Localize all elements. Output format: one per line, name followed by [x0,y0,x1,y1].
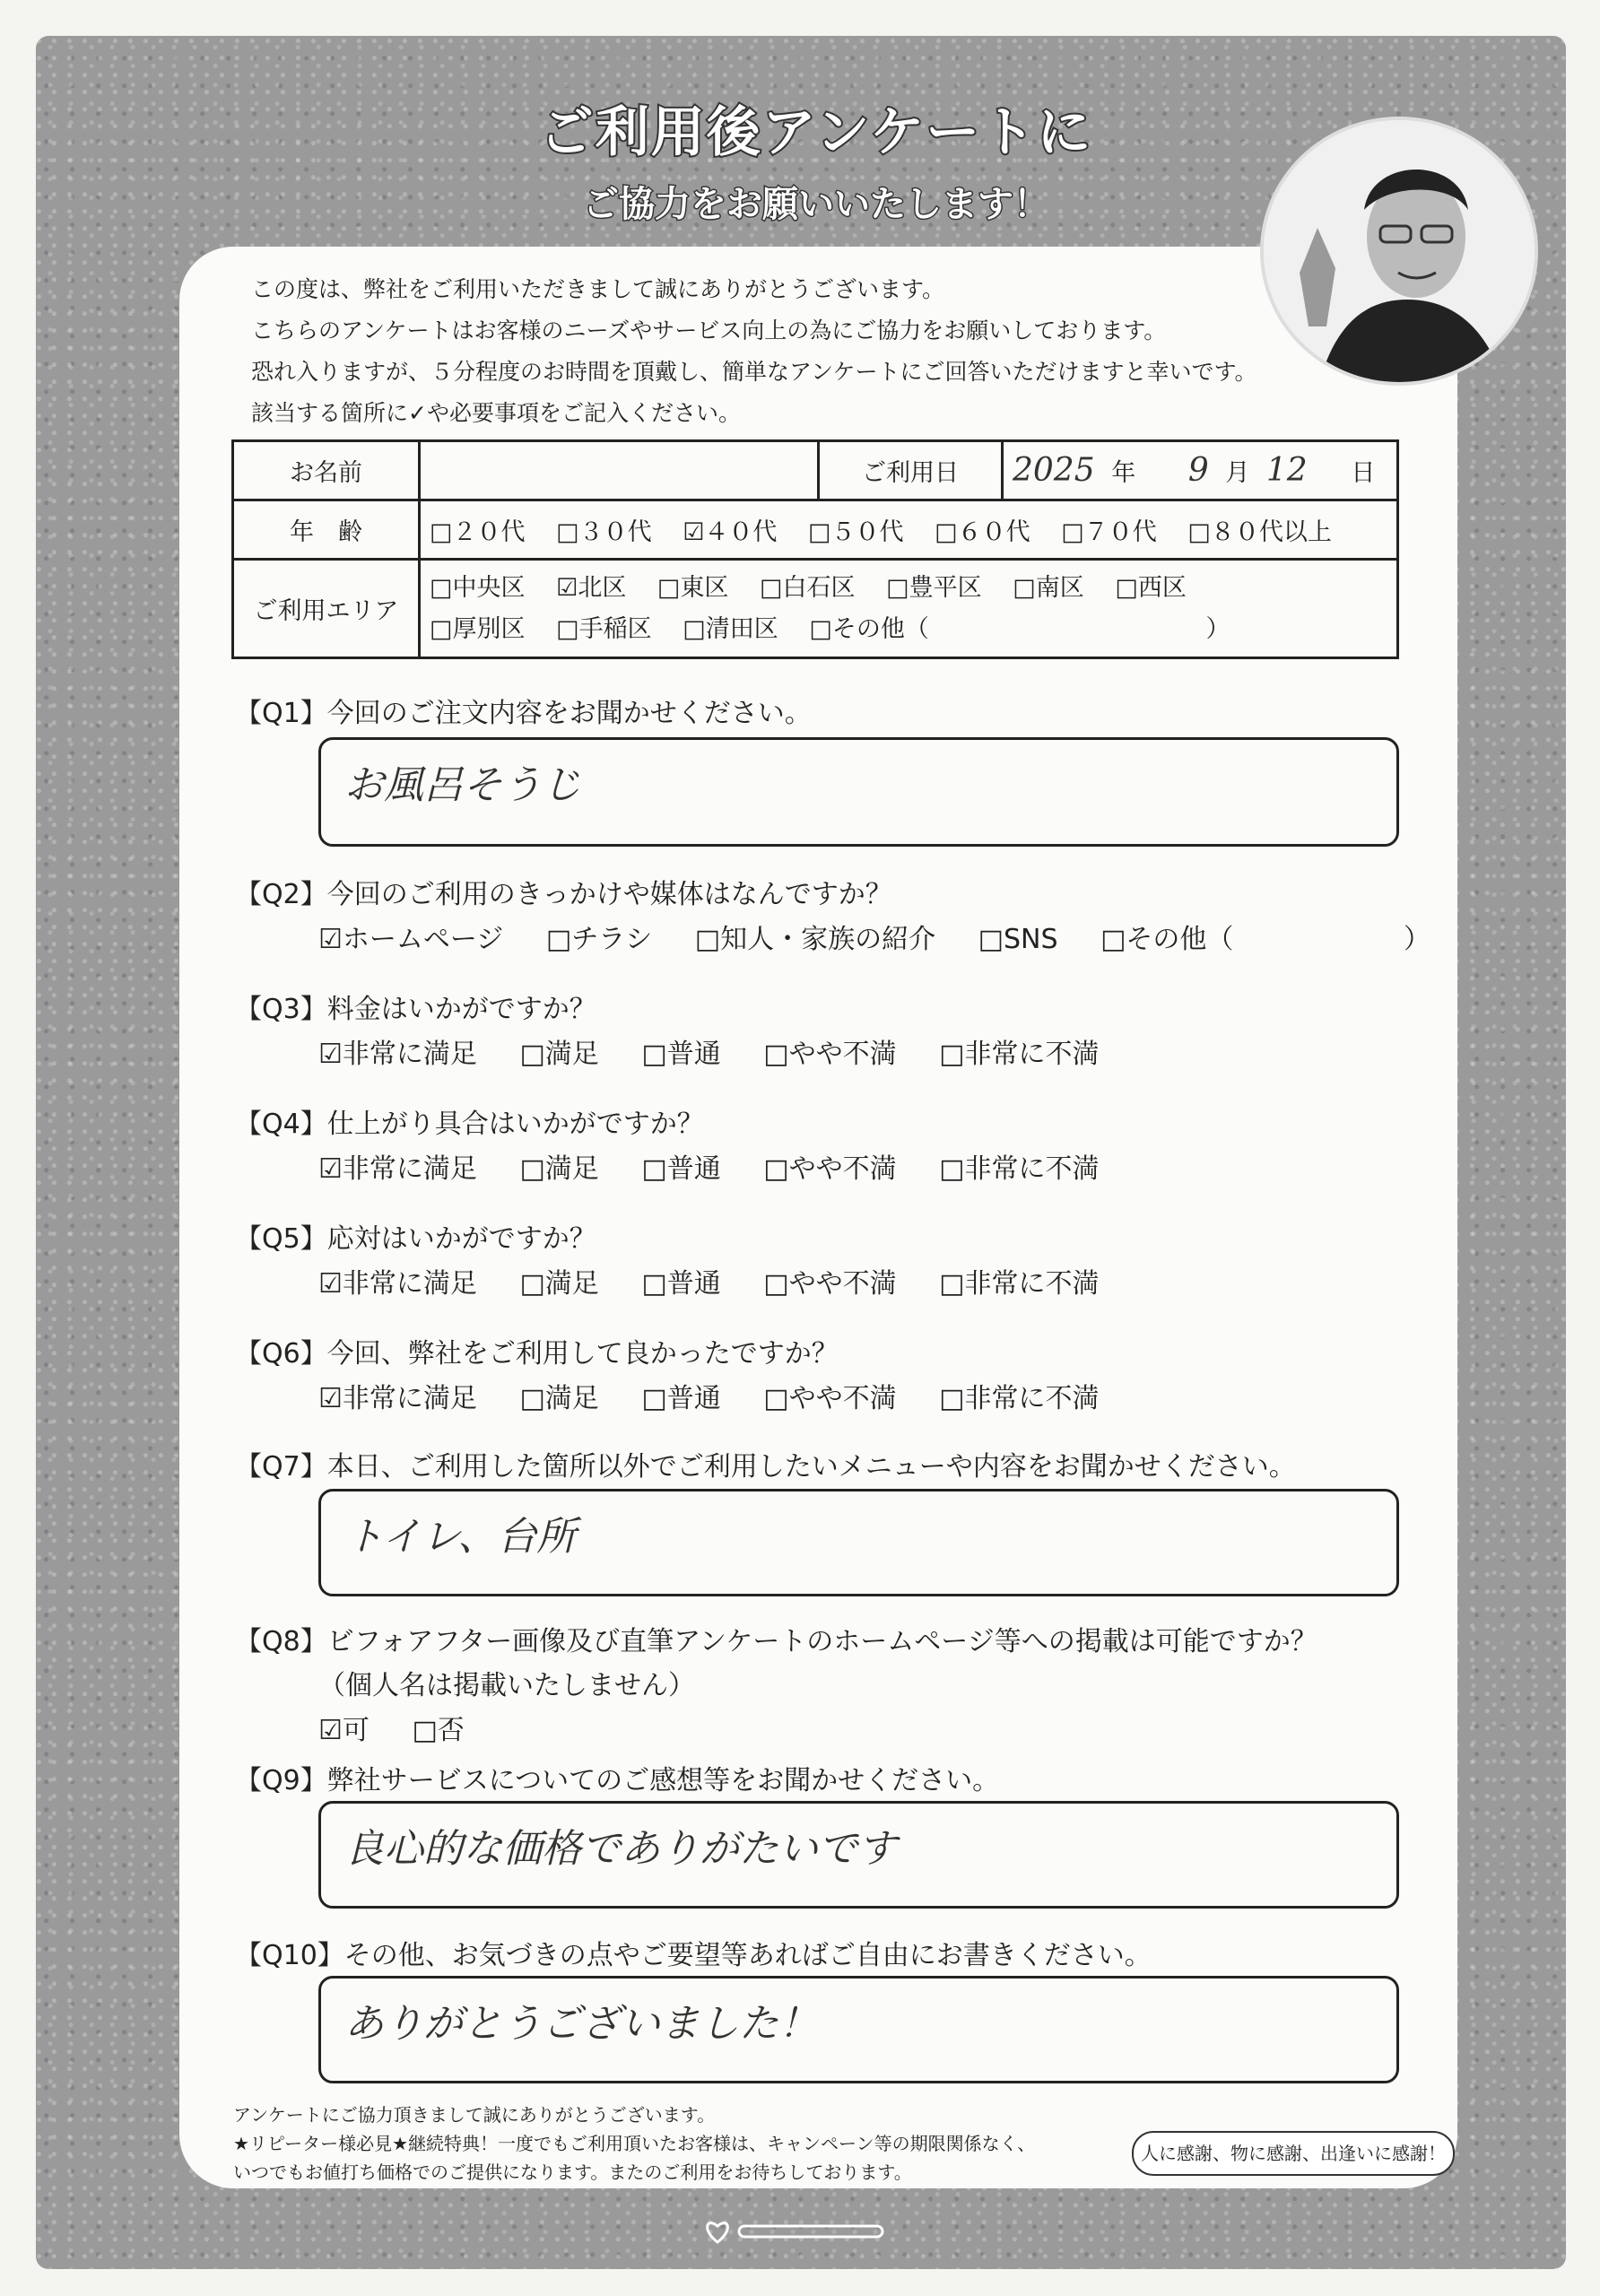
q1-answer-box[interactable] [318,737,1399,847]
q6-option[interactable]: □やや不満 [763,1383,897,1414]
area-option[interactable]: ☑北区 [556,573,627,602]
q10-label: 【Q10】その他、お気づきの点やご要望等あればご自由にお書きください。 [235,1940,1152,1971]
age-option[interactable]: □３０代 [556,518,652,546]
day-unit: 日 [1351,459,1376,487]
month-unit: 月 [1225,459,1250,487]
area-option[interactable]: □白石区 [760,573,856,602]
q4-option[interactable]: ☑非常に満足 [318,1153,477,1185]
q3-option[interactable]: □満足 [519,1039,599,1070]
age-label: 年 齢 [233,500,420,560]
q7-label: 【Q7】本日、ご利用した箇所以外でご利用したいメニューや内容をお聞かせください。 [235,1451,1296,1483]
q2-option[interactable]: ☑ホームページ [318,924,504,955]
q2-option[interactable]: □知人・家族の紹介 [694,924,936,955]
customer-info-table [231,439,1399,659]
date-month: 9 [1187,452,1209,489]
q7-answer: トイレ、台所 [344,1514,577,1560]
q5-label: 【Q5】応対はいかがですか？ [235,1223,596,1255]
q4-option[interactable]: □満足 [519,1153,599,1185]
q9-label: 【Q9】弊社サービスについてのご感想等をお聞かせください。 [235,1765,1000,1796]
q3-option[interactable]: □非常に不満 [939,1039,1100,1070]
area-option[interactable]: □厚別区 [430,614,526,643]
survey-header [502,90,1130,227]
q6-option[interactable]: ☑非常に満足 [318,1383,477,1414]
area-option[interactable]: □西区 [1115,573,1187,602]
q2-label: 【Q2】今回のご利用のきっかけや媒体はなんですか？ [235,879,892,910]
slogan-badge: 人に感謝、物に感謝、出逢いに感謝！ [1132,2131,1455,2176]
area-option[interactable]: □手稲区 [556,614,652,643]
area-options [420,560,1398,658]
date-field[interactable] [1003,441,1398,500]
age-option[interactable]: □５０代 [808,518,904,546]
q3-option[interactable]: □普通 [641,1039,721,1070]
q4-option[interactable]: □非常に不満 [939,1153,1100,1185]
q8-label: 【Q8】ビフォアフター画像及び直筆アンケートのホームページ等への掲載は可能ですか？ [235,1626,1317,1657]
staff-photo [1260,117,1538,386]
q7-answer-box[interactable] [318,1489,1399,1596]
name-label: お名前 [233,441,420,500]
age-option[interactable]: □２０代 [430,518,526,546]
q2-option[interactable]: □チラシ [545,924,653,955]
q3-option[interactable]: ☑非常に満足 [318,1039,477,1070]
q3-label: 【Q3】料金はいかがですか？ [235,994,596,1025]
name-field[interactable] [420,441,819,500]
q4-option[interactable]: □普通 [641,1153,721,1185]
q5-option[interactable]: □非常に不満 [939,1268,1100,1300]
q5-option[interactable]: ☑非常に満足 [318,1268,477,1300]
q8-option[interactable]: □否 [412,1715,465,1746]
q2-option[interactable]: □SNS [978,924,1058,955]
q10-answer-box[interactable] [318,1976,1399,2083]
q4-label: 【Q4】仕上がり具合はいかがですか？ [235,1109,704,1140]
q5-option[interactable]: □やや不満 [763,1268,897,1300]
page-subtitle: ご協力をお願いいたします！ [583,184,1049,225]
q8-note: （個人名は掲載いたしません） [318,1670,695,1701]
q1-answer: お風呂そうじ [344,762,581,808]
date-year: 2025 [1013,452,1095,489]
q2-option[interactable]: □その他（ [1100,924,1234,955]
q5-option[interactable]: □満足 [519,1268,599,1300]
area-option[interactable]: □豊平区 [886,573,982,602]
q3-options [318,1031,1134,1071]
q4-option[interactable]: □やや不満 [763,1153,897,1185]
age-option[interactable]: ☑４０代 [683,518,778,546]
q6-options [318,1376,1134,1415]
year-unit: 年 [1111,459,1136,487]
intro-line: この度は、弊社をご利用いただきまして誠にありがとうございます。 [251,276,945,302]
footer-line: アンケートにご協力頂きまして誠にありがとうございます。 [233,2104,716,2126]
date-day: 12 [1265,452,1308,489]
area-option[interactable]: □清田区 [683,614,778,643]
age-option[interactable]: □８０代以上 [1187,518,1332,546]
area-option-other[interactable]: □その他（ [809,614,929,643]
area-option[interactable]: □東区 [657,573,729,602]
q5-option[interactable]: □普通 [641,1268,721,1300]
area-label: ご利用エリア [233,560,420,658]
footer-line: いつでもお値打ち価格でのご提供になります。またのご利用をお待ちしております。 [233,2161,912,2183]
company-logo [700,2213,897,2249]
q9-answer: 良心的な価格でありがたいです [344,1826,897,1872]
q6-option[interactable]: □非常に不満 [939,1383,1100,1414]
q3-option[interactable]: □やや不満 [763,1039,897,1070]
intro-line: 該当する箇所に✓や必要事項をご記入ください。 [251,400,741,426]
age-option[interactable]: □６０代 [935,518,1030,546]
q10-answer: ありがとうございました！ [344,2001,818,2047]
area-option[interactable]: □中央区 [430,573,526,602]
q4-options [318,1146,1134,1186]
q2-options [318,917,1465,956]
q6-option[interactable]: □満足 [519,1383,599,1414]
q6-option[interactable]: □普通 [641,1383,721,1414]
footer-line: ★リピーター様必見★継続特典！一度でもご利用頂いたお客様は、キャンペーン等の期限関係なく、 [233,2133,1036,2154]
q8-option[interactable]: ☑可 [318,1715,370,1746]
date-label: ご利用日 [819,441,1003,500]
q8-options [318,1708,499,1747]
footer-text [233,2100,1035,2187]
q2-other-close: ） [1403,924,1430,955]
q5-options [318,1261,1134,1300]
page-title: ご利用後アンケートに [539,101,1093,164]
age-option[interactable]: □７０代 [1061,518,1157,546]
intro-line: こちらのアンケートはお客様のニーズやサービス向上の為にご協力をお願いしております。 [251,317,1167,344]
q9-answer-box[interactable] [318,1801,1399,1909]
intro-line: 恐れ入りますが、５分程度のお時間を頂戴し、簡単なアンケートにご回答いただけますと幸いです。 [251,359,1257,385]
q1-label: 【Q1】今回のご注文内容をお聞かせください。 [235,698,812,729]
q6-label: 【Q6】今回、弊社をご利用して良かったですか？ [235,1338,839,1370]
age-options [420,500,1398,560]
area-other-close: ） [1205,614,1230,643]
intro-text [251,269,1257,434]
area-option[interactable]: □南区 [1013,573,1084,602]
